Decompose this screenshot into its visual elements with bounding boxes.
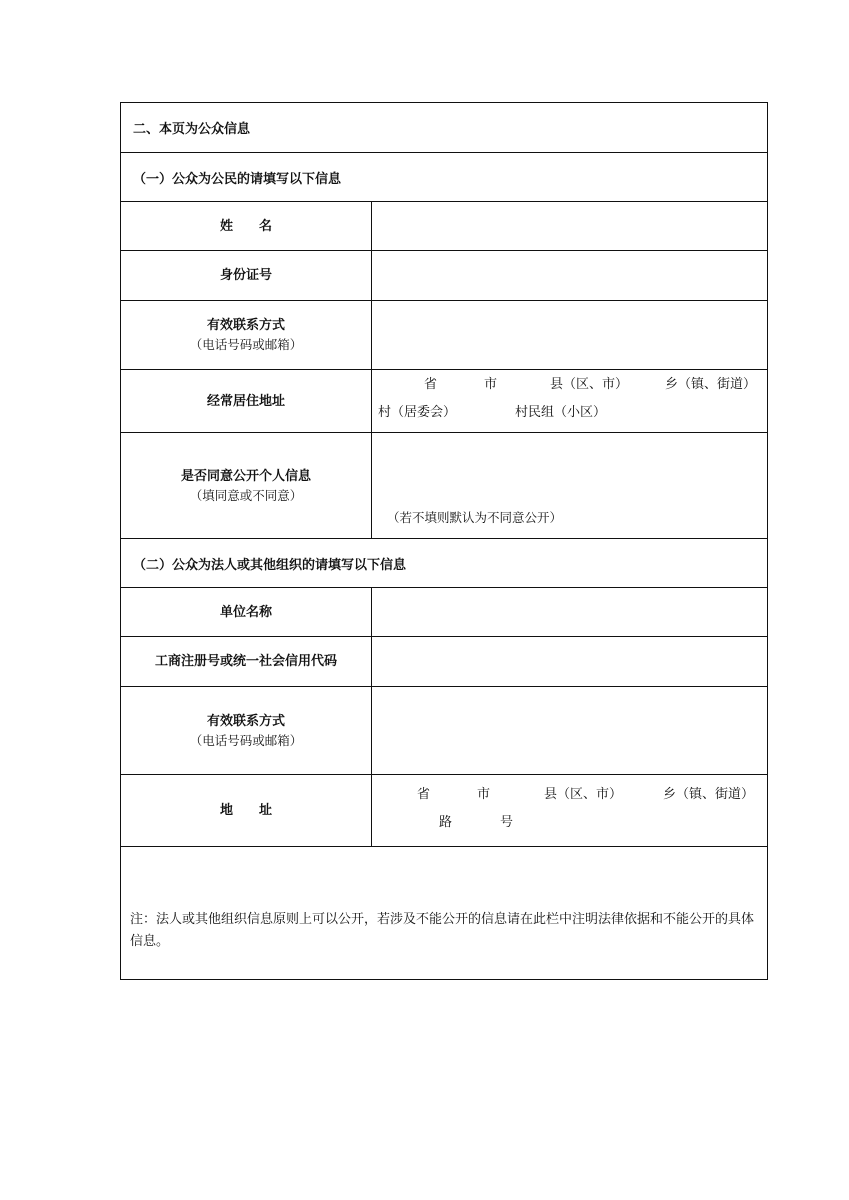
name-label: 姓 名 xyxy=(219,218,272,234)
public-info-form xyxy=(120,102,768,980)
org-addr-province: 省 xyxy=(417,787,431,802)
residence-address-field[interactable] xyxy=(372,370,768,433)
addr-city: 市 xyxy=(484,377,498,392)
address-label-cell xyxy=(121,370,372,433)
org-addr-township: 乡（镇、街道） xyxy=(663,787,755,802)
org-address-field[interactable] xyxy=(372,775,768,847)
unit-label: 单位名称 xyxy=(219,604,272,620)
address-label: 经常居住地址 xyxy=(206,393,285,409)
consent-sublabel: （填同意或不同意） xyxy=(189,487,303,503)
contact-label-cell xyxy=(121,301,372,370)
section-title: 二、本页为公众信息 xyxy=(121,103,768,153)
org-addr-county: 县（区、市） xyxy=(544,787,623,802)
unit-name-field[interactable] xyxy=(372,588,768,637)
addr-village: 村（居委会） xyxy=(378,405,457,420)
org-heading: （二）公众为法人或其他组织的请填写以下信息 xyxy=(121,539,768,588)
addr-group: 村民组（小区） xyxy=(515,405,607,420)
reg-label-cell xyxy=(121,637,372,687)
id-label-cell xyxy=(121,251,372,301)
org-addr-number: 号 xyxy=(500,815,514,830)
org-contact-label: 有效联系方式 xyxy=(206,713,285,729)
name-field[interactable] xyxy=(372,202,768,251)
consent-label-cell xyxy=(121,433,372,539)
id-label: 身份证号 xyxy=(219,268,272,283)
unit-label-cell xyxy=(121,588,372,637)
org-contact-label-cell xyxy=(121,687,372,775)
org-contact-sublabel: （电话号码或邮箱） xyxy=(189,732,303,748)
addr-township: 乡（镇、街道） xyxy=(665,377,757,392)
org-address-label-cell xyxy=(121,775,372,847)
contact-label: 有效联系方式 xyxy=(206,318,285,333)
name-label-cell xyxy=(121,202,372,251)
addr-county: 县（区、市） xyxy=(550,377,629,392)
org-address-label: 地 址 xyxy=(219,803,272,818)
reg-label: 工商注册号或统一社会信用代码 xyxy=(154,654,337,669)
note-field[interactable] xyxy=(121,847,768,980)
contact-sublabel: （电话号码或邮箱） xyxy=(189,337,303,352)
addr-province: 省 xyxy=(424,377,438,392)
consent-hint: （若不填则默认为不同意公开） xyxy=(387,510,563,525)
org-contact-field[interactable] xyxy=(372,687,768,775)
consent-label: 是否同意公开个人信息 xyxy=(180,468,311,484)
citizen-heading: （一）公众为公民的请填写以下信息 xyxy=(121,153,768,202)
id-number-field[interactable] xyxy=(372,251,768,301)
consent-field[interactable] xyxy=(372,433,768,539)
reg-code-field[interactable] xyxy=(372,637,768,687)
org-addr-road: 路 xyxy=(439,815,453,830)
contact-field[interactable] xyxy=(372,301,768,370)
note-text: 注：法人或其他组织信息原则上可以公开，若涉及不能公开的信息请在此栏中注明法律依据和不能公开的具体信息。 xyxy=(130,912,755,949)
org-addr-city: 市 xyxy=(477,787,491,802)
